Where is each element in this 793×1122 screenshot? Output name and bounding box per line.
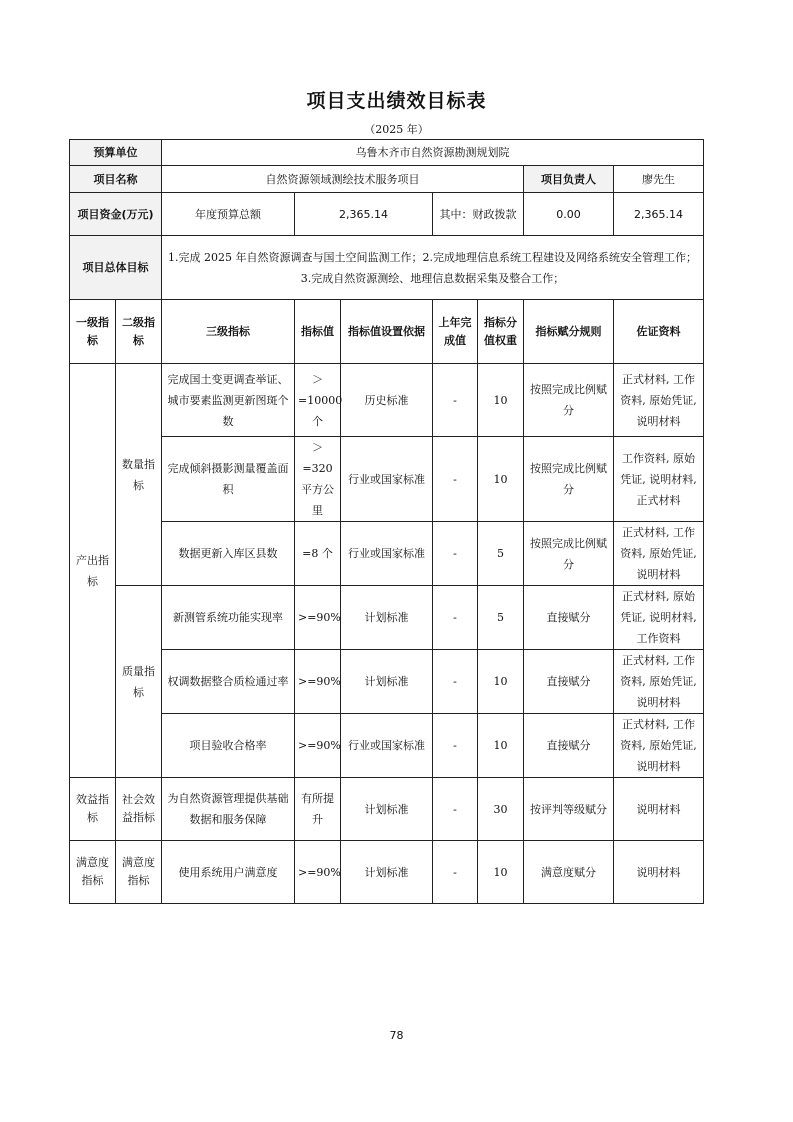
col-last-year: 上年完成值 [433,300,478,364]
table-row [70,364,704,437]
performance-table [69,139,704,904]
group-quality: 质量指标 [116,586,162,778]
row-name: 完成倾斜摄影测量覆盖面积 [162,437,295,522]
row-last: - [433,778,478,841]
row-rule: 按照完成比例赋分 [524,522,614,586]
project-name-label: 项目名称 [70,166,162,193]
row-basis: 计划标准 [341,586,433,650]
table-row [70,650,704,714]
project-funds-label: 项目资金(万元) [70,193,162,236]
group-social-benefit: 社会效益指标 [116,778,162,841]
row-value: 有所提升 [295,778,341,841]
row-evidence: 说明材料 [614,841,704,904]
row-evidence: 说明材料 [614,778,704,841]
row-name: 为自然资源管理提供基础数据和服务保障 [162,778,295,841]
row-name: 项目验收合格率 [162,714,295,778]
row-name: 新测管系统功能实现率 [162,586,295,650]
budget-unit-label: 预算单位 [70,140,162,166]
overall-goal-text: 1.完成 2025 年自然资源调查与国土空间监测工作；2.完成地理信息系统工程建设及网络系统安全管理工作；3.完成自然资源测绘、地理信息数据采集及整合工作； [162,236,704,300]
page-number: 78 [389,1029,404,1042]
project-name-value: 自然资源领域测绘技术服务项目 [162,166,524,193]
fiscal-funds-label: 其中：财政拨款 [433,193,524,236]
table-row [70,437,704,522]
page-title: 项目支出绩效目标表 [306,90,487,112]
col-basis: 指标值设置依据 [341,300,433,364]
row-value: >=90% [295,650,341,714]
table-row [70,778,704,841]
col-weight: 指标分值权重 [478,300,524,364]
budget-unit-value: 乌鲁木齐市自然资源勘测规划院 [162,140,704,166]
project-leader-label: 项目负责人 [524,166,614,193]
annual-total-value: 2,365.14 [295,193,433,236]
col-level2: 二级指标 [116,300,162,364]
row-weight: 5 [478,586,524,650]
row-name: 数据更新入库区县数 [162,522,295,586]
row-rule: 直接赋分 [524,586,614,650]
row-weight: 10 [478,650,524,714]
row-weight: 30 [478,778,524,841]
row-value: >=90% [295,586,341,650]
year-label: （2025 年） [364,123,429,136]
group-benefit: 效益指标 [70,778,116,841]
row-weight: 10 [478,714,524,778]
fiscal-funds-value: 0.00 [524,193,614,236]
row-evidence: 正式材料, 工作资料, 原始凭证, 说明材料 [614,650,704,714]
other-funds-amount: 2,365.14 [634,207,683,221]
table-row [70,586,704,650]
row-evidence: 工作资料, 原始凭证, 说明材料, 正式材料 [614,437,704,522]
row-rule: 按评判等级赋分 [524,778,614,841]
col-evidence: 佐证资料 [614,300,704,364]
row-basis: 行业或国家标准 [341,714,433,778]
group-quantity: 数量指标 [116,364,162,586]
row-weight: 5 [478,522,524,586]
row-rule: 直接赋分 [524,650,614,714]
row-name: 使用系统用户满意度 [162,841,295,904]
row-evidence: 正式材料, 工作资料, 原始凭证, 说明材料 [614,714,704,778]
table-row [70,714,704,778]
row-value: >=90% [295,841,341,904]
row-rule: 满意度赋分 [524,841,614,904]
row-basis: 计划标准 [341,778,433,841]
col-rule: 指标赋分规则 [524,300,614,364]
col-level3: 三级指标 [162,300,295,364]
row-value: =8 个 [295,522,341,586]
table-row [70,522,704,586]
row-last: - [433,841,478,904]
row-basis: 行业或国家标准 [341,437,433,522]
project-leader-value: 廖先生 [614,166,704,193]
row-basis: 计划标准 [341,841,433,904]
row-basis: 历史标准 [341,364,433,437]
row-name: 完成国土变更调查举证、城市要素监测更新图斑个数 [162,364,295,437]
group-satisfaction-sub: 满意度指标 [116,841,162,904]
row-weight: 10 [478,437,524,522]
row-evidence: 正式材料, 原始凭证, 说明材料, 工作资料 [614,586,704,650]
annual-total-label: 年度预算总额 [162,193,295,236]
row-rule: 按照完成比例赋分 [524,364,614,437]
row-rule: 直接赋分 [524,714,614,778]
other-funds-value [614,193,704,236]
table-row [70,841,704,904]
row-last: - [433,586,478,650]
col-level1: 一级指标 [70,300,116,364]
row-last: - [433,714,478,778]
overall-goal-label: 项目总体目标 [70,236,162,300]
row-last: - [433,437,478,522]
row-weight: 10 [478,364,524,437]
row-evidence: 正式材料, 工作资料, 原始凭证, 说明材料 [614,522,704,586]
row-rule: 按照完成比例赋分 [524,437,614,522]
row-evidence: 正式材料, 工作资料, 原始凭证, 说明材料 [614,364,704,437]
row-value: ＞=10000 个 [295,364,341,437]
col-value: 指标值 [295,300,341,364]
row-basis: 计划标准 [341,650,433,714]
row-value: ＞=320 平方公里 [295,437,341,522]
row-last: - [433,650,478,714]
group-satisfaction: 满意度指标 [70,841,116,904]
group-output: 产出指标 [70,364,116,778]
row-name: 权调数据整合质检通过率 [162,650,295,714]
row-last: - [433,522,478,586]
row-basis: 行业或国家标准 [341,522,433,586]
row-weight: 10 [478,841,524,904]
row-value: >=90% [295,714,341,778]
row-last: - [433,364,478,437]
